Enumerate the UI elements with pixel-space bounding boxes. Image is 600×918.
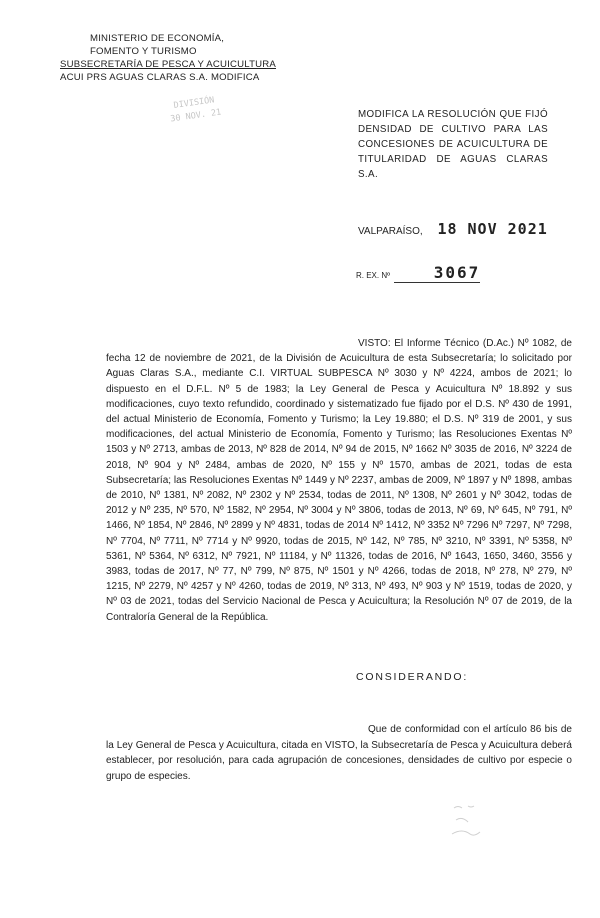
resolution-date: 18 NOV 2021	[437, 220, 548, 238]
considerando-paragraph: Que de conformidad con el artículo 86 bis de la Ley General de Pesca y Acuicultura, citada en VISTO, la Subsecretaría de Pesca y Acuicultura deberá establecer, por resolución, para cada agrupación de concesiones, densidades de cultivo por especie o grupo de especies.	[106, 724, 572, 782]
rex-number: 3067	[394, 263, 480, 283]
header-line-reference: ACUI PRS AGUAS CLARAS S.A. MODIFICA	[60, 72, 260, 83]
faint-initials-mark	[448, 800, 488, 846]
resolution-number-line	[356, 263, 556, 283]
header-line-ministry: MINISTERIO DE ECONOMÍA,	[90, 33, 225, 44]
header-line-fomento: FOMENTO Y TURISMO	[90, 46, 197, 57]
rex-label: R. EX. Nº	[356, 271, 391, 280]
resolution-subject: MODIFICA LA RESOLUCIÓN QUE FIJÓ DENSIDAD DE CULTIVO PARA LAS CONCESIONES DE ACUICULTURA DE TITULARIDAD DE AGUAS CLARAS S.A.	[358, 109, 548, 180]
place-and-date	[358, 220, 558, 238]
ministry-header	[60, 32, 277, 84]
stamp-line-date: 30 NOV. 21	[169, 107, 222, 125]
visto-paragraph: VISTO: El Informe Técnico (D.Ac.) Nº 1082, de fecha 12 de noviembre de 2021, de la División de Acuicultura de esta Subsecretaría; lo solicitado por Aguas Claras S.A., mediante C.I. VIRTUAL SUBPESCA Nº 3030 y Nº 4224, ambos de 2021; lo dispuesto en el D.F.L. Nº 5 de 1983; la Ley General de Pesca y Acuicultura Nº 18.892 y sus modificaciones, cuyo texto refundido, coordinado y sistematizado fue fijado por el D.S. Nº 430 de 1991, del actual Ministerio de Economía, Fomento y Turismo; la Ley 19.880; el D.S. Nº 319 de 2001, y sus modificaciones, del actual Ministerio de Economía, Fomento y Turismo; las Resoluciones Exentas Nº 1503 y Nº 2713, ambas de 2013, Nº 828 de 2014, Nº 94 de 2015, Nº 1662 Nº 3035 de 2016, Nº 3224 de 2018, Nº 904 y Nº 2484, ambas de 2020, Nº 155 y Nº 1570, ambas de 2021, todas de esta Subsecretaría; las Resoluciones Exentas Nº 1449 y Nº 2237, ambas de 2009, Nº 1897 y Nº 1898, ambas de 2010, Nº 1381, Nº 2082, Nº 2302 y Nº 2534, todas de 2011, Nº 1308, Nº 2601 y Nº 3042, todas de 2012 y Nº 235, Nº 570, Nº 1582, Nº 2954, Nº 3004 y Nº 3806, todas de 2013, Nº 69, Nº 645, Nº 791, Nº 1466, Nº 1854, Nº 2846, Nº 2899 y Nº 4831, todas de 2014 Nº 1412, Nº 3352 Nº 7296 Nº 7297, Nº 7298, Nº 7704, Nº 7711, Nº 7714 y Nº 9920, todas de 2015, Nº 142, Nº 785, Nº 3210, Nº 3391, Nº 5358, Nº 5361, Nº 5364, Nº 6312, Nº 7921, Nº 11184, y Nº 11326, todas de 2016, Nº 1643, 1650, 3460, 3556 y 3983, todas de 2017, Nº 77, Nº 799, Nº 875, Nº 1501 y Nº 4266, todas de 2018, Nº 278, Nº 279, Nº 1215, Nº 2279, Nº 4257 y Nº 4260, todas de 2019, Nº 313, Nº 493, Nº 903 y Nº 1519, todas de 2020, y Nº 03 de 2021, todas del Servicio Nacional de Pesca y Acuicultura; la Resolución Nº 07 de 2019, de la Contraloría General de la República.	[106, 338, 572, 623]
stamp-line-division: DIVISIÓN	[173, 95, 216, 111]
place-label: VALPARAÍSO,	[358, 226, 423, 237]
header-line-subsecretaria: SUBSECRETARÍA DE PESCA Y ACUICULTURA	[60, 59, 277, 70]
considerando-heading: CONSIDERANDO:	[356, 671, 469, 683]
received-stamp	[165, 93, 226, 140]
